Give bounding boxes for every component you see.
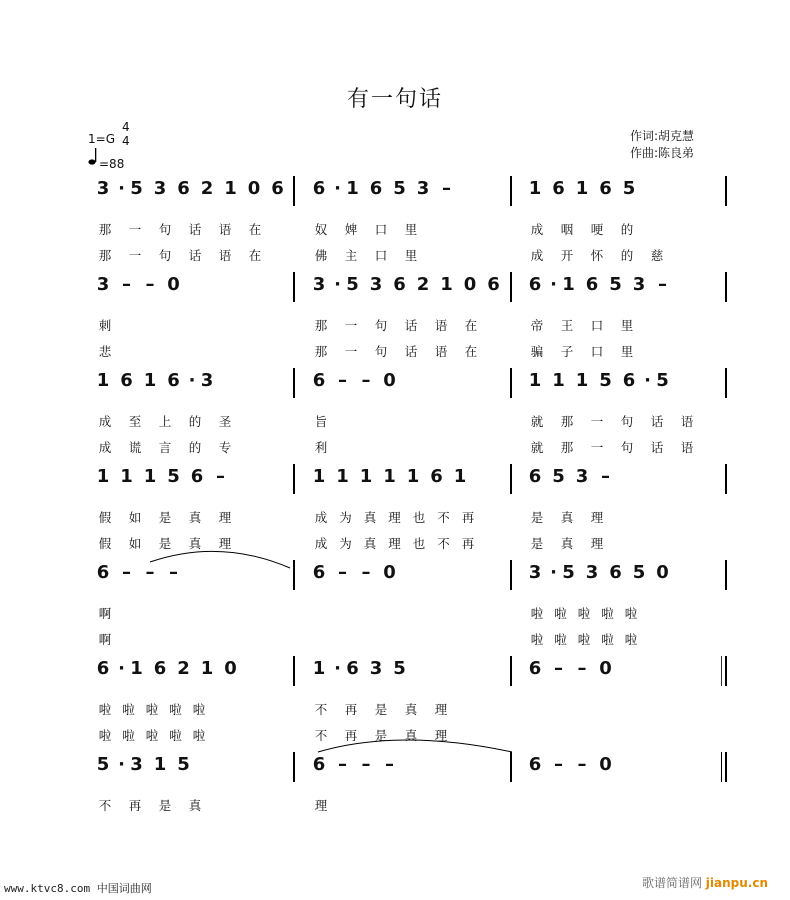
- lyric-char: 理: [590, 536, 604, 551]
- lyric-char: 的: [620, 222, 634, 237]
- note: 6: [528, 466, 542, 487]
- note: 1: [96, 466, 110, 487]
- lyric-char: 再: [344, 728, 358, 743]
- lyric-char: 是: [530, 510, 544, 525]
- lyric-char: 那: [560, 440, 574, 455]
- lyric-char: 上: [158, 414, 172, 429]
- lyric-char: 一: [128, 222, 142, 237]
- lyric-char: 啦: [624, 632, 638, 647]
- note: 3: [632, 274, 646, 295]
- lyric-char: 啦: [98, 702, 112, 717]
- lyric-char: 话: [188, 248, 202, 263]
- lyric-char: 不: [314, 728, 328, 743]
- dash-extension: –: [145, 274, 155, 295]
- note: 6: [369, 178, 383, 199]
- note: 2: [200, 178, 214, 199]
- note: 6: [528, 658, 542, 679]
- lyric-char: 的: [188, 440, 202, 455]
- note: 6: [96, 562, 110, 583]
- lyric-char: 理: [314, 798, 328, 813]
- lyric-char: 咽: [560, 222, 574, 237]
- note: 5: [130, 178, 143, 199]
- note: 5: [177, 754, 190, 775]
- lyric-char: 里: [620, 344, 634, 359]
- note: 6: [430, 466, 443, 487]
- lyric-char: 帝: [530, 318, 544, 333]
- dash-extension: –: [554, 754, 563, 775]
- lyric-char: 话: [404, 344, 418, 359]
- lyric-char: 在: [248, 248, 262, 263]
- dash-extension: –: [577, 658, 587, 679]
- lyric-char: 啦: [169, 702, 182, 717]
- lyric-char: 为: [339, 510, 352, 525]
- note: 6: [271, 178, 284, 199]
- lyric-char: 不: [437, 510, 450, 525]
- lyric-char: 刺: [98, 318, 112, 333]
- lyric-char: 啦: [122, 702, 135, 717]
- lyric-char: 口: [590, 344, 604, 359]
- tie-arc: [318, 740, 512, 752]
- lyric-char: 啊: [98, 606, 112, 621]
- lyric-char: 理: [388, 510, 401, 525]
- note: 6: [312, 562, 326, 583]
- lyric-char: 语: [434, 344, 448, 359]
- dash-extension: –: [169, 562, 178, 583]
- note: 1: [200, 658, 214, 679]
- lyric-char: 假: [98, 536, 112, 551]
- lyric-char: 悲: [98, 344, 112, 359]
- note: 5: [393, 658, 406, 679]
- lyric-char: 句: [374, 318, 388, 333]
- lyric-char: 啦: [122, 728, 135, 743]
- lyric-char: 怀: [590, 248, 604, 263]
- lyric-char: 为: [339, 536, 352, 551]
- note: 5: [346, 274, 359, 295]
- lyric-char: 至: [128, 414, 142, 429]
- lyric-char: 啦: [145, 702, 159, 717]
- note: 0: [224, 658, 237, 679]
- note: 3: [416, 178, 430, 199]
- note: 3: [200, 370, 214, 391]
- lyric-char: 那: [98, 222, 112, 237]
- lyric-char: 理: [590, 510, 604, 525]
- tempo-marking: =88: [99, 157, 125, 171]
- lyric-char: 是: [374, 702, 388, 717]
- lyric-char: 主: [344, 248, 358, 263]
- note: 6: [190, 466, 204, 487]
- lyric-char: 骗: [530, 344, 544, 359]
- lyric-char: 言: [158, 440, 172, 455]
- note: 6: [177, 178, 190, 199]
- dash-extension: –: [216, 466, 225, 487]
- lyric-char: 在: [464, 344, 478, 359]
- lyric-char: 再: [344, 702, 358, 717]
- lyric-char: 再: [461, 510, 475, 525]
- lyric-char: 话: [650, 414, 664, 429]
- dash-extension: –: [122, 274, 131, 295]
- note: 1: [130, 658, 143, 679]
- lyric-char: 也: [412, 536, 426, 551]
- dash-extension: –: [361, 562, 371, 583]
- dash-extension: –: [361, 754, 371, 775]
- footer-site-right: [642, 874, 768, 891]
- lyric-char: 啊: [98, 632, 112, 647]
- lyric-char: 口: [374, 248, 388, 263]
- lyric-char: 谎: [128, 440, 142, 455]
- lyric-char: 利: [314, 440, 328, 455]
- note: 3: [130, 754, 143, 775]
- lyric-char: 不: [437, 536, 450, 551]
- note: 0: [383, 370, 396, 391]
- note: 5: [656, 370, 669, 391]
- lyric-char: 真: [363, 510, 377, 525]
- note: 0: [599, 754, 612, 775]
- dot-augment: ·: [188, 370, 196, 391]
- lyric-char: 成: [530, 248, 544, 263]
- note: 0: [656, 562, 669, 583]
- lyric-char: 成: [314, 536, 328, 551]
- dot-augment: ·: [334, 274, 341, 295]
- lyric-char: 语: [218, 248, 232, 263]
- note: 0: [247, 178, 261, 199]
- lyric-char: 啦: [530, 606, 544, 621]
- lyric-char: 啦: [98, 728, 112, 743]
- tie-arc: [150, 551, 290, 568]
- note: 5: [632, 562, 646, 583]
- lyric-char: 啦: [554, 606, 567, 621]
- lyric-char: 句: [158, 222, 172, 237]
- note: 1: [552, 370, 565, 391]
- note: 1: [562, 274, 575, 295]
- dash-extension: –: [442, 178, 451, 199]
- dash-extension: –: [338, 562, 347, 583]
- note: 3: [153, 178, 167, 199]
- note: 0: [167, 274, 180, 295]
- note: 1: [312, 466, 326, 487]
- lyric-char: 理: [388, 536, 401, 551]
- note: 5: [599, 370, 612, 391]
- lyric-char: 话: [404, 318, 418, 333]
- note: 1: [153, 754, 167, 775]
- note: 2: [177, 658, 190, 679]
- note: 1: [528, 370, 542, 391]
- note: 6: [96, 658, 110, 679]
- lyric-char: 一: [590, 440, 604, 455]
- note: 1: [143, 370, 157, 391]
- lyric-char: 啦: [577, 632, 591, 647]
- note: 6: [346, 658, 359, 679]
- note: 3: [585, 562, 599, 583]
- dot-augment: ·: [118, 658, 125, 679]
- lyric-char: 一: [128, 248, 142, 263]
- lyric-char: 啦: [554, 632, 567, 647]
- lyric-char: 啦: [601, 632, 614, 647]
- note: 6: [312, 370, 326, 391]
- dash-extension: –: [122, 562, 131, 583]
- lyric-char: 婢: [344, 222, 358, 237]
- dash-extension: –: [361, 370, 371, 391]
- dash-extension: –: [145, 562, 155, 583]
- note: 5: [393, 178, 406, 199]
- lyric-char: 假: [98, 510, 112, 525]
- lyric-char: 如: [128, 510, 142, 525]
- note: 1: [359, 466, 373, 487]
- note: 1: [575, 370, 589, 391]
- note: 1: [406, 466, 420, 487]
- lyric-char: 一: [344, 344, 358, 359]
- lyric-char: 圣: [218, 414, 232, 429]
- lyric-char: 成: [530, 222, 544, 237]
- dot-augment: ·: [334, 178, 341, 199]
- note: 1: [96, 370, 110, 391]
- note: 5: [622, 178, 636, 199]
- lyric-char: 是: [374, 728, 388, 743]
- note: 6: [599, 178, 612, 199]
- note: 3: [96, 274, 110, 295]
- lyric-char: 一: [344, 318, 358, 333]
- lyric-char: 真: [188, 536, 202, 551]
- note: 1: [453, 466, 467, 487]
- lyric-char: 佛: [314, 248, 328, 263]
- note: 1: [440, 274, 453, 295]
- lyric-char: 理: [434, 728, 448, 743]
- footer-site-right-text: 歌谱简谱网: [641, 876, 702, 890]
- note: 5: [167, 466, 180, 487]
- lyric-char: 语: [434, 318, 448, 333]
- note: 1: [224, 178, 237, 199]
- note: 5: [96, 754, 110, 775]
- lyric-char: 开: [560, 248, 574, 263]
- lyric-char: 王: [560, 318, 574, 333]
- note: 6: [153, 658, 167, 679]
- note: 6: [312, 754, 326, 775]
- lyric-char: 啦: [624, 606, 638, 621]
- lyric-char: 那: [314, 344, 328, 359]
- note: 3: [369, 658, 383, 679]
- lyric-char: 奴: [314, 222, 328, 237]
- lyric-char: 专: [218, 440, 232, 455]
- lyric-char: 那: [98, 248, 112, 263]
- lyric-char: 子: [560, 344, 574, 359]
- note: 6: [528, 754, 542, 775]
- lyric-char: 真: [560, 536, 574, 551]
- note: 5: [552, 466, 565, 487]
- lyric-char: 再: [128, 798, 142, 813]
- note: 6: [622, 370, 636, 391]
- lyric-char: 里: [620, 318, 634, 333]
- lyric-char: 话: [650, 440, 664, 455]
- lyric-char: 就: [530, 414, 544, 429]
- song-title: 有一句话: [346, 87, 443, 112]
- lyric-char: 句: [374, 344, 388, 359]
- note: 0: [463, 274, 477, 295]
- lyric-char: 旨: [314, 414, 328, 429]
- lyric-char: 不: [98, 798, 112, 813]
- note: 3: [96, 178, 110, 199]
- footer-site-right-brand: jianpu.cn: [705, 876, 768, 890]
- lyric-char: 口: [590, 318, 604, 333]
- lyric-char: 里: [404, 222, 418, 237]
- lyric-char: 也: [412, 510, 426, 525]
- lyric-char: 一: [590, 414, 604, 429]
- dash-extension: –: [385, 754, 394, 775]
- lyric-char: 语: [680, 440, 694, 455]
- footer-site-left: www.ktvc8.com 中国词曲网: [4, 882, 152, 895]
- lyric-char: 成: [98, 440, 112, 455]
- note: 5: [562, 562, 575, 583]
- note: 1: [336, 466, 349, 487]
- lyric-char: 不: [314, 702, 328, 717]
- lyric-char: 真: [404, 702, 418, 717]
- note: 6: [167, 370, 180, 391]
- lyric-char: 啦: [601, 606, 614, 621]
- lyric-char: 在: [464, 318, 478, 333]
- lyric-char: 是: [530, 536, 544, 551]
- lyric-char: 句: [620, 414, 634, 429]
- lyric-char: 的: [620, 248, 634, 263]
- lyric-char: 句: [158, 248, 172, 263]
- note: 3: [312, 274, 326, 295]
- dash-extension: –: [601, 466, 610, 487]
- dot-augment: ·: [118, 754, 125, 775]
- lyric-char: 真: [404, 728, 418, 743]
- lyric-char: 啦: [192, 702, 206, 717]
- dash-extension: –: [577, 754, 587, 775]
- lyric-char: 理: [218, 536, 232, 551]
- lyric-char: 成: [98, 414, 112, 429]
- lyric-char: 语: [218, 222, 232, 237]
- note: 6: [487, 274, 500, 295]
- lyric-char: 再: [461, 536, 475, 551]
- note: 6: [609, 562, 622, 583]
- note: 1: [575, 178, 589, 199]
- dot-augment: ·: [550, 274, 557, 295]
- lyric-char: 口: [374, 222, 388, 237]
- lyric-char: 啦: [530, 632, 544, 647]
- lyric-char: 里: [404, 248, 418, 263]
- time-signature-top: 4: [122, 120, 130, 134]
- lyric-char: 真: [188, 798, 202, 813]
- lyric-char: 啦: [169, 728, 182, 743]
- note: 6: [585, 274, 599, 295]
- composer: 作曲:陈良弟: [630, 146, 695, 160]
- lyric-char: 句: [620, 440, 634, 455]
- note: 6: [528, 274, 542, 295]
- lyric-char: 真: [560, 510, 574, 525]
- note: 3: [575, 466, 589, 487]
- lyric-char: 的: [188, 414, 202, 429]
- note: 0: [599, 658, 612, 679]
- note: 3: [369, 274, 383, 295]
- lyric-char: 是: [158, 798, 172, 813]
- note: 3: [528, 562, 542, 583]
- lyric-char: 啦: [145, 728, 159, 743]
- time-signature-bottom: 4: [122, 134, 130, 148]
- dot-augment: ·: [644, 370, 651, 391]
- dash-extension: –: [338, 754, 347, 775]
- lyric-char: 是: [158, 536, 172, 551]
- dash-extension: –: [658, 274, 667, 295]
- note: 1: [120, 466, 133, 487]
- lyric-char: 真: [363, 536, 377, 551]
- note: 1: [346, 178, 359, 199]
- note: 6: [393, 274, 406, 295]
- lyric-char: 哽: [590, 222, 604, 237]
- dot-augment: ·: [334, 658, 341, 679]
- lyric-char: 啦: [577, 606, 591, 621]
- note: 5: [609, 274, 622, 295]
- lyricist: 作词:胡克慧: [630, 129, 695, 143]
- lyric-char: 如: [128, 536, 142, 551]
- lyric-char: 那: [560, 414, 574, 429]
- lyric-char: 理: [218, 510, 232, 525]
- note: 1: [312, 658, 326, 679]
- lyric-char: 语: [680, 414, 694, 429]
- key-signature: 1=G: [88, 132, 115, 146]
- dot-augment: ·: [118, 178, 125, 199]
- note: 2: [416, 274, 430, 295]
- lyric-char: 话: [188, 222, 202, 237]
- note: 6: [120, 370, 133, 391]
- lyric-char: 成: [314, 510, 328, 525]
- lyric-char: 是: [158, 510, 172, 525]
- note: 6: [552, 178, 565, 199]
- dash-extension: –: [554, 658, 563, 679]
- note: 1: [383, 466, 396, 487]
- dash-extension: –: [338, 370, 347, 391]
- note: 1: [143, 466, 157, 487]
- lyric-char: 理: [434, 702, 448, 717]
- note: 0: [383, 562, 396, 583]
- lyric-char: 就: [530, 440, 544, 455]
- lyric-char: 慈: [650, 248, 664, 263]
- lyric-char: 啦: [192, 728, 206, 743]
- note: 1: [528, 178, 542, 199]
- lyric-char: 在: [248, 222, 262, 237]
- lyric-char: 真: [188, 510, 202, 525]
- note: 6: [312, 178, 326, 199]
- lyric-char: 那: [314, 318, 328, 333]
- dot-augment: ·: [550, 562, 557, 583]
